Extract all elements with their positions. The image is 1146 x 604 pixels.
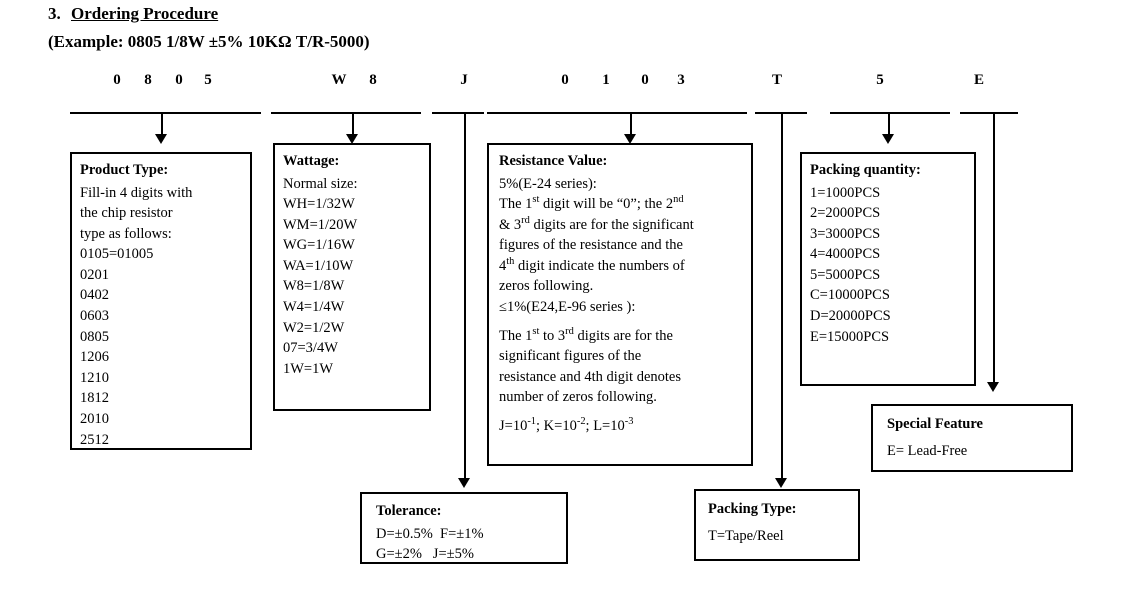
arrow-special-feature <box>987 382 999 392</box>
connector-line-tolerance <box>432 112 484 114</box>
box-product-type-line: 0201 <box>80 266 109 283</box>
box-wattage-line: 07=3/4W <box>283 340 338 357</box>
box-special-feature-header: Special Feature <box>887 416 983 432</box>
box-product-type-line: 2512 <box>80 431 109 448</box>
box-resistance-line: & 3rd digits are for the significant <box>499 214 694 233</box>
connector-stem-packing-qty <box>888 112 890 136</box>
connector-stem-tolerance <box>464 112 466 480</box>
connector-line-resistance <box>487 112 747 114</box>
code-char-wattage-2: 8 <box>369 72 377 88</box>
connector-stem-resistance <box>630 112 632 136</box>
box-product-type-line: 0105=01005 <box>80 246 154 263</box>
box-product-type-line: 0603 <box>80 308 109 325</box>
box-product-type-line: 0402 <box>80 287 109 304</box>
box-resistance-value <box>487 143 753 466</box>
box-packing-qty-line: C=10000PCS <box>810 287 890 304</box>
code-char-wattage-1: W <box>331 72 347 88</box>
example-line: (Example: 0805 1/8W ±5% 10KΩ T/R-5000) <box>48 32 370 51</box>
box-wattage-line: WA=1/10W <box>283 257 354 274</box>
box-wattage-header: Wattage: <box>283 153 340 169</box>
box-product-type-line: Fill-in 4 digits with <box>80 184 193 201</box>
box-packing-qty-line: 4=4000PCS <box>810 246 881 263</box>
box-resistance-header: Resistance Value: <box>499 153 608 169</box>
box-product-type-line: 0805 <box>80 328 109 345</box>
box-resistance-line: zeros following. <box>499 278 594 295</box>
code-char-product-4: 5 <box>204 72 212 88</box>
code-char-packing-qty: 5 <box>876 72 884 88</box>
code-char-resistance-1: 0 <box>561 72 569 88</box>
box-product-type-line: 1812 <box>80 390 109 407</box>
box-product-type-header: Product Type: <box>80 162 169 178</box>
box-wattage-line: WH=1/32W <box>283 196 355 213</box>
connector-stem-product-type <box>161 112 163 136</box>
arrow-product-type <box>155 134 167 144</box>
box-packing-type-line: T=Tape/Reel <box>708 527 784 544</box>
section-title: Ordering Procedure <box>71 4 219 23</box>
code-char-packing-type: T <box>771 72 782 88</box>
code-char-product-1: 0 <box>113 72 121 88</box>
code-char-resistance-4: 3 <box>677 72 685 88</box>
box-resistance-spacer <box>499 318 741 326</box>
arrow-packing-qty <box>882 134 894 144</box>
box-product-type-line: 1210 <box>80 369 109 386</box>
box-packing-qty-line: 1=1000PCS <box>810 184 881 201</box>
box-wattage-line: 1W=1W <box>283 360 334 377</box>
box-resistance-line: The 1st digit will be “0”; the 2nd <box>499 194 684 213</box>
code-char-product-2: 8 <box>144 72 152 88</box>
box-tolerance <box>360 492 568 564</box>
box-resistance-line: figures of the resistance and the <box>499 237 683 254</box>
connector-stem-special-feature <box>993 112 995 384</box>
box-product-type-line: type as follows: <box>80 225 172 242</box>
box-packing-type <box>694 489 860 561</box>
box-wattage-line: WG=1/16W <box>283 237 355 254</box>
connector-stem-wattage <box>352 112 354 136</box>
box-packing-qty-line: 3=3000PCS <box>810 225 881 242</box>
box-packing-qty-line: D=20000PCS <box>810 308 891 325</box>
box-resistance-spacer <box>499 408 741 416</box>
connector-line-special-feature <box>960 112 1018 114</box>
box-resistance-line: 5%(E-24 series): <box>499 175 597 192</box>
box-wattage-line: WM=1/20W <box>283 216 358 233</box>
box-packing-type-header: Packing Type: <box>708 501 797 517</box>
box-product-type-line: 1206 <box>80 349 109 366</box>
box-product-type-line: the chip resistor <box>80 205 173 222</box>
box-resistance-line: resistance and 4th digit denotes <box>499 368 682 385</box>
arrow-tolerance <box>458 478 470 488</box>
box-resistance-line: significant figures of the <box>499 348 642 365</box>
box-special-feature-line: E= Lead-Free <box>887 442 968 459</box>
arrow-packing-type <box>775 478 787 488</box>
connector-line-wattage <box>271 112 421 114</box>
page-title <box>48 4 218 24</box>
box-wattage-line: W2=1/2W <box>283 319 345 336</box>
box-resistance-line: ≤1%(E24,E-96 series ): <box>499 299 636 316</box>
box-wattage-line: W4=1/4W <box>283 299 345 316</box>
box-resistance-line: $J=10^{-1}$; $K=10^{-2}$; $L=10^{-3}$ <box>499 416 634 434</box>
connector-line-product-type <box>70 112 261 114</box>
box-product-type-line: 2010 <box>80 410 109 427</box>
box-product-type <box>70 152 252 450</box>
code-char-product-3: 0 <box>175 72 183 88</box>
section-number: 3. <box>48 4 61 23</box>
box-tolerance-line: G=±2% J=±5% <box>376 546 474 563</box>
code-char-resistance-2: 1 <box>602 72 610 88</box>
box-packing-qty-line: E=15000PCS <box>810 328 890 345</box>
connector-line-packing-qty <box>830 112 950 114</box>
box-packing-quantity <box>800 152 976 386</box>
box-resistance-line: number of zeros following. <box>499 389 657 406</box>
box-special-feature <box>871 404 1073 472</box>
box-packing-qty-line: 2=2000PCS <box>810 205 881 222</box>
box-tolerance-line: D=±0.5% F=±1% <box>376 525 484 542</box>
box-resistance-line: The 1st to 3rd digits are for the <box>499 325 673 344</box>
box-packing-qty-header: Packing quantity: <box>810 162 921 178</box>
code-char-resistance-3: 0 <box>641 72 649 88</box>
connector-stem-packing-type <box>781 112 783 480</box>
box-resistance-line: 4th digit indicate the numbers of <box>499 256 685 274</box>
box-wattage <box>273 143 431 411</box>
box-packing-qty-line: 5=5000PCS <box>810 266 881 283</box>
box-tolerance-header: Tolerance: <box>376 503 442 519</box>
box-wattage-line: W8=1/8W <box>283 278 345 295</box>
code-char-special-feature: E <box>973 72 984 88</box>
code-char-tolerance: J <box>460 72 468 88</box>
box-wattage-line: Normal size: <box>283 175 358 192</box>
